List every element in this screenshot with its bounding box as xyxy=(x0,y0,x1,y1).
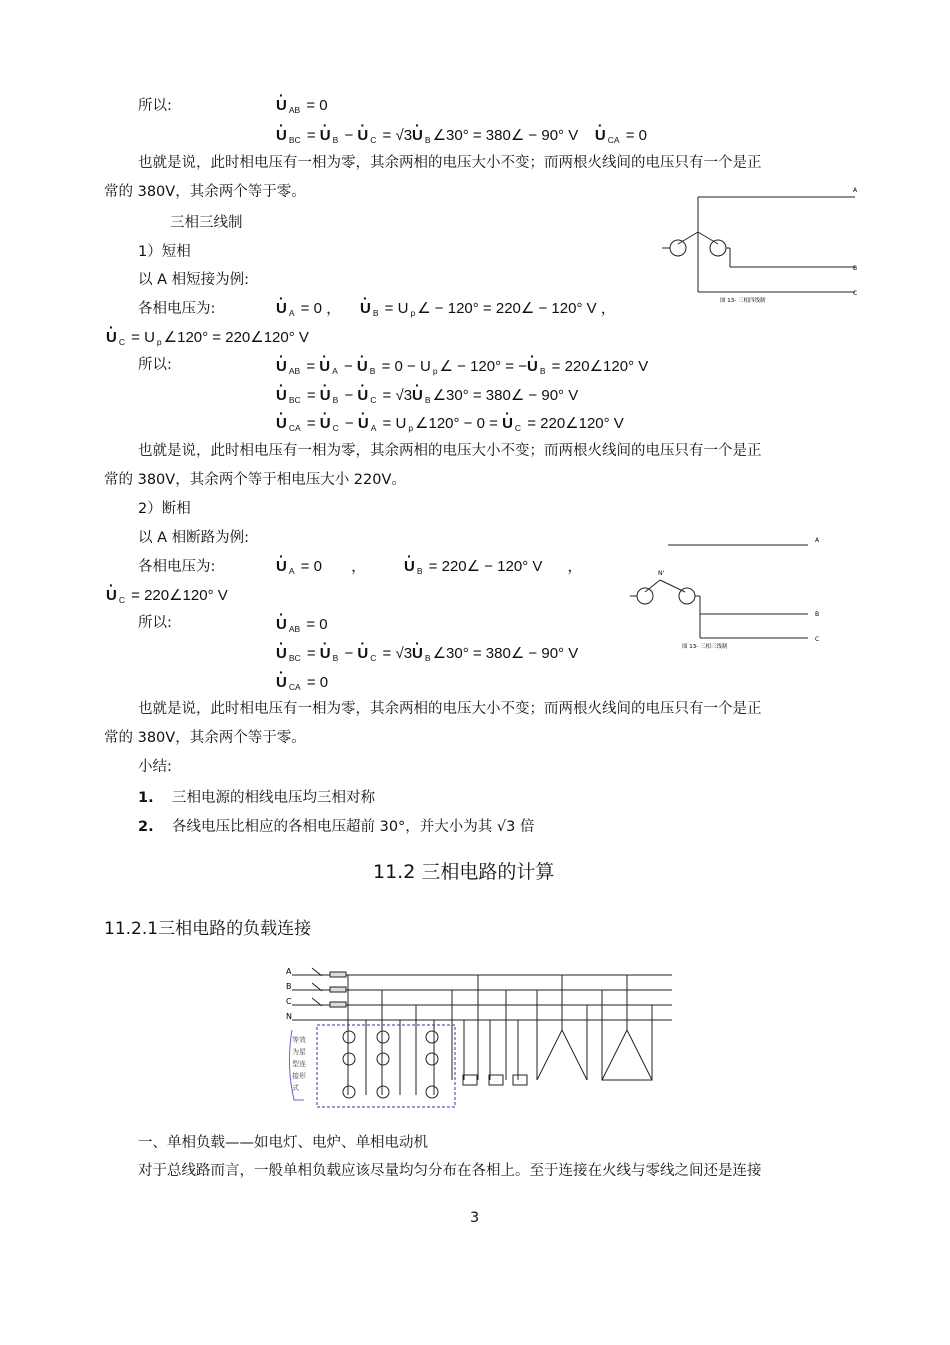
figure-load-connection xyxy=(282,960,677,1112)
fig3-label-a: A xyxy=(286,967,292,976)
fig1-caption: 图 13- 三相四线制 xyxy=(720,298,766,304)
figure-three-phase-three-wire xyxy=(620,530,830,655)
phase-voltage-label-1: 各相电压为: xyxy=(138,301,216,317)
heading-short-phase: 1）短相 xyxy=(138,244,191,260)
figure-three-phase-four-wire xyxy=(650,182,865,307)
summary-item-2-number: 2. xyxy=(138,819,154,835)
phase-voltage-label-2: 各相电压为: xyxy=(138,559,216,575)
eq-open-ua: · U $_A$ = 0 ， xyxy=(276,557,366,581)
fig2-caption: 图 13- 三相三线制 xyxy=(682,644,728,650)
load-heading: 一、单相负载——如电灯、电炉、单相电动机 xyxy=(138,1135,428,1151)
fig3-label-b: B xyxy=(286,982,292,991)
fig1-label-a: A xyxy=(853,187,858,194)
section-title: 11.2 三相电路的计算 xyxy=(373,861,555,883)
eq-open-uab: · U $_{AB}$ = 0 xyxy=(276,615,328,639)
summary-item-2: 各线电压比相应的各相电压超前 30°，并大小为其 √3 倍 xyxy=(172,819,535,835)
fig2-label-c: C xyxy=(815,636,820,643)
summary-label: 小结: xyxy=(138,759,172,775)
eq-open-uca: · U $_{CA}$ = 0 xyxy=(276,673,328,697)
eq-open-ub: · U $_B$ = 220∠ − 120° V ， xyxy=(404,557,582,581)
fig3-label-n: N xyxy=(286,1012,292,1021)
heading-three-wire: 三相三线制 xyxy=(170,215,243,231)
fig1-label-c: C xyxy=(853,290,858,297)
eq-short-ua: · U $_A$ = 0 ， xyxy=(276,299,341,323)
load-paragraph: 对于总线路而言，一般单相负载应该尽量均匀分布在各相上。至于连接在火线与零线之间还是连接 xyxy=(138,1163,762,1179)
eq-ubc-1: · U $_{BC}$ = · U $_B$ − · U $_C$ = √3· U $_B$ ∠30° = 380∠ − 90° V · U $_{CA}$ = 0 xyxy=(276,126,647,150)
page-number: 3 xyxy=(470,1210,480,1226)
paragraph-3b: 常的 380V，其余两个等于零。 xyxy=(104,730,306,746)
eq-short-uca: · U $_{CA}$ = · U $_C$ − · U $_A$ = U $_p$ ∠120° − 0 = · U $_C$ = 220∠120° V xyxy=(276,414,624,438)
paragraph-1a: 也就是说，此时相电压有一相为零，其余两相的电压大小不变；而两根火线间的电压只有一个是正 xyxy=(138,155,762,171)
short-example: 以 A 相短接为例: xyxy=(138,272,250,288)
heading-open-phase: 2）断相 xyxy=(138,501,191,517)
eq-short-ub: · U $_B$ = U $_p$ ∠ − 120° = 220∠ − 120° V ， xyxy=(360,299,616,323)
eq-open-uc: · U $_C$ = 220∠120° V xyxy=(106,586,228,610)
fig2-label-b: B xyxy=(815,611,820,618)
so-label-1: 所以: xyxy=(138,98,172,114)
paragraph-3a: 也就是说，此时相电压有一相为零，其余两相的电压大小不变；而两根火线间的电压只有一个是正 xyxy=(138,701,762,717)
fig2-label-n: N' xyxy=(658,570,665,577)
fig3-note: 等效 为星 型连 接形 式 xyxy=(292,1036,306,1092)
so-label-2: 所以: xyxy=(138,357,172,373)
paragraph-2b: 常的 380V，其余两个等于相电压大小 220V。 xyxy=(104,472,406,488)
eq-short-uab: · U $_{AB}$ = · U $_A$ − · U $_B$ = 0 − U $_p$ ∠ − 120° = −· U $_B$ = 220∠120° V xyxy=(276,357,648,381)
summary-item-1-number: 1. xyxy=(138,790,154,806)
open-example: 以 A 相断路为例: xyxy=(138,530,250,546)
summary-item-1: 三相电源的相线电压均三相对称 xyxy=(172,790,375,806)
eq-short-ubc: · U $_{BC}$ = · U $_B$ − · U $_C$ = √3· U $_B$ ∠30° = 380∠ − 90° V xyxy=(276,386,578,410)
eq-uab-1: · U $_{AB}$ = 0 xyxy=(276,96,328,120)
eq-short-uc: · U $_C$ = U $_p$ ∠120° = 220∠120° V xyxy=(106,328,309,352)
paragraph-1b: 常的 380V，其余两个等于零。 xyxy=(104,184,306,200)
eq-open-ubc: · U $_{BC}$ = · U $_B$ − · U $_C$ = √3· U $_B$ ∠30° = 380∠ − 90° V xyxy=(276,644,578,668)
fig1-label-b: B xyxy=(853,265,858,272)
fig2-label-a: A xyxy=(815,537,820,544)
paragraph-2a: 也就是说，此时相电压有一相为零，其余两相的电压大小不变；而两根火线间的电压只有一个是正 xyxy=(138,443,762,459)
fig3-label-c: C xyxy=(286,997,292,1006)
so-label-3: 所以: xyxy=(138,615,172,631)
subsection-title: 11.2.1三相电路的负载连接 xyxy=(104,919,312,939)
